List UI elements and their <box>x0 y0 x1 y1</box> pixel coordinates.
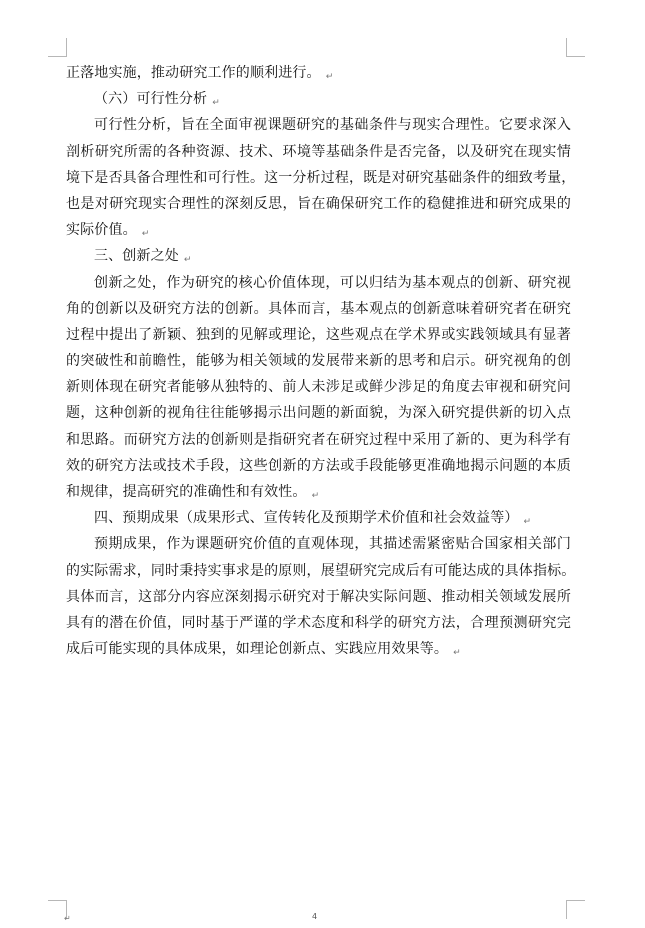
line-text: 预期成果，作为课题研究价值的直观体现，其描述需紧密贴合国家相关部门 <box>94 536 571 553</box>
paragraph-mark-icon: ↵ <box>523 517 532 528</box>
text-line <box>66 322 571 348</box>
bottom-right-margin-corner <box>566 900 585 919</box>
paragraph-mark-icon: ↵ <box>453 648 461 659</box>
text-line <box>66 217 571 243</box>
document-body[interactable] <box>66 60 576 662</box>
line-text: （六）可行性分析 <box>94 91 208 108</box>
text-line <box>66 139 571 165</box>
line-text: 四、预期成果（成果形式、宣传转化及预期学术价值和社会效益等） <box>94 510 519 527</box>
line-text: 也是对研究现实合理性的深刻反思，旨在确保研究工作的稳健推进和研究成果的 <box>66 195 571 212</box>
top-right-margin-corner <box>566 38 585 57</box>
line-text: 的突破性和前瞻性，能够为相关领域的发展带来新的思考和启示。研究视角的创 <box>66 353 571 370</box>
line-text: 和规律，提高研究的准确性和有效性。 <box>66 484 307 500</box>
line-text: 角的创新以及研究方法的创新。具体而言，基本观点的创新意味着研究者在研究 <box>66 300 571 317</box>
text-line <box>66 636 571 662</box>
paragraph-mark-icon: ↵ <box>183 255 192 266</box>
line-text: 的实际需求，同时秉持实事求是的原则，展望研究完成后有可能达成的具体指标。 <box>66 562 576 579</box>
text-line <box>66 505 571 531</box>
text-line <box>66 479 571 505</box>
line-text: 和思路。而研究方法的创新则是指研究者在研究过程中采用了新的、更为科学有 <box>66 431 571 448</box>
paragraph-mark-icon: ↵ <box>311 491 320 501</box>
line-text: 过程中提出了新颖、独到的见解或理论，这些观点在学术界或实践领域具有显著 <box>66 326 571 343</box>
line-text: 三、创新之处 <box>94 248 179 265</box>
line-text: 境下是否具备合理性和可行性。这一分析过程，既是对研究基础条件的细致考量， <box>66 169 576 186</box>
text-line <box>66 427 571 453</box>
line-text: 剖析研究所需的各种资源、技术、环境等基础条件是否完备，以及研究在现实情 <box>66 143 571 160</box>
top-left-margin-corner <box>48 38 67 57</box>
text-line <box>66 86 571 112</box>
text-line <box>66 531 571 557</box>
text-line <box>66 584 571 610</box>
footer-paragraph-mark-icon: ↵ <box>64 914 71 923</box>
text-line <box>66 112 571 138</box>
text-line <box>66 165 576 191</box>
text-line <box>66 610 571 636</box>
text-line <box>66 374 571 400</box>
text-line <box>66 60 571 86</box>
text-line <box>66 558 576 584</box>
page-number: 4 <box>312 912 318 921</box>
line-text: 可行性分析，旨在全面审视课题研究的基础条件与现实合理性。它要求深入 <box>94 117 571 134</box>
text-line <box>66 348 571 374</box>
paragraph-mark-icon: ↵ <box>141 229 150 240</box>
text-line <box>66 400 571 426</box>
text-line <box>66 270 571 296</box>
line-text: 实际价值。 <box>66 222 137 239</box>
text-line <box>66 453 571 479</box>
text-line <box>66 243 571 269</box>
line-text: 题，这种创新的视角往往能够揭示出问题的新面貌，为深入研究提供新的切入点 <box>66 405 571 422</box>
paragraph-mark-icon: ↵ <box>212 98 220 109</box>
text-line <box>66 296 571 322</box>
line-text: 效的研究方法或技术手段，这些创新的方法或手段能够更准确地揭示问题的本质 <box>66 457 571 474</box>
text-line <box>66 191 571 217</box>
line-text: 创新之处，作为研究的核心价值体现，可以归结为基本观点的创新、研究视 <box>94 274 571 291</box>
line-text: 新则体现在研究者能够从独特的、前人未涉足或鲜少涉足的角度去审视和研究问 <box>66 379 571 396</box>
paragraph-mark-icon: ↵ <box>325 72 334 82</box>
line-text: 正落地实施，推动研究工作的顺利进行。 <box>66 65 321 81</box>
line-text: 具有的潜在价值，同时基于严谨的学术态度和科学的研究方法，合理预测研究完 <box>66 614 571 631</box>
line-text: 具体而言，这部分内容应深刻揭示研究对于解决实际问题、推动相关领域发展所 <box>66 588 571 605</box>
line-text: 成后可能实现的具体成果，如理论创新点、实践应用效果等。 <box>66 641 449 658</box>
